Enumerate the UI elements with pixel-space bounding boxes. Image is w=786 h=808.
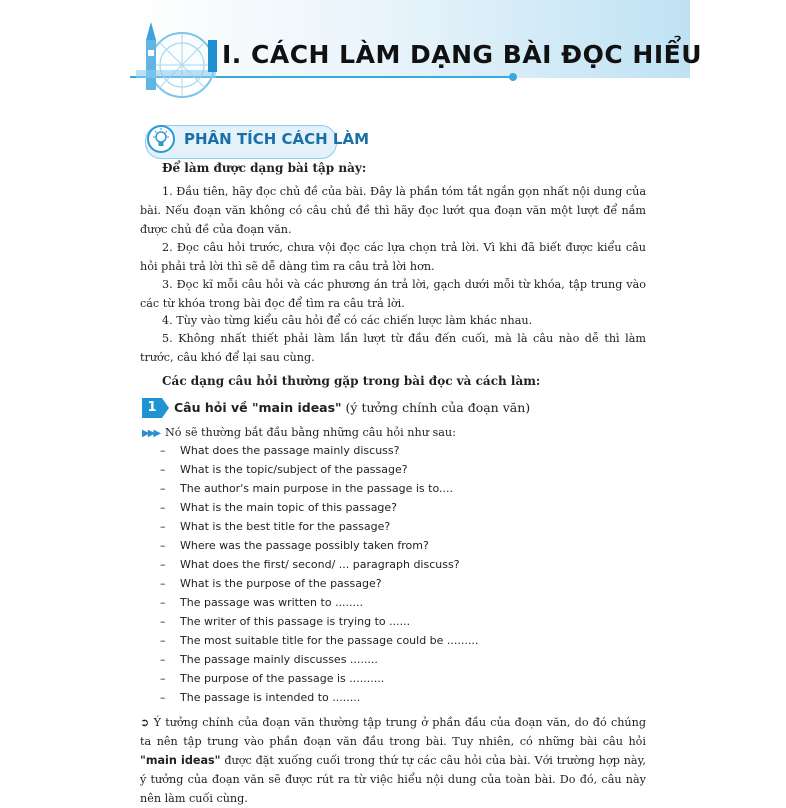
question-type-bold: "main ideas"	[251, 400, 342, 415]
conclusion-part2: được đặt xuống cuối trong thứ tự các câu hỏi của bài. Với trường hợp này, ý tưởng của đoạn văn sẽ được rút ra từ việc hiểu nội dung của toàn bài. Do đó, câu này nên làm cuối cùng.	[140, 754, 646, 805]
dash: –	[160, 577, 166, 590]
header-dot	[509, 73, 517, 81]
dash: –	[160, 558, 166, 571]
section-label: PHÂN TÍCH CÁCH LÀM	[184, 130, 370, 148]
list-item-text: The writer of this passage is trying to ......	[180, 615, 411, 628]
dash: –	[160, 691, 166, 704]
dash: –	[160, 634, 166, 647]
list-item-text: What is the purpose of the passage?	[180, 577, 382, 590]
question-type-number: 1	[142, 398, 162, 418]
dash: –	[160, 501, 166, 514]
step-3: 3. Đọc kĩ mỗi câu hỏi và các phương án trả lời, gạch dưới mỗi từ khóa, tập trung vào các từ khóa trong bài đọc để tìm ra câu trả lời.	[140, 278, 646, 310]
page-title: I. CÁCH LÀM DẠNG BÀI ĐỌC HIỂU	[222, 40, 703, 69]
list-item-text: What is the best title for the passage?	[180, 520, 391, 533]
types-heading: Các dạng câu hỏi thường gặp trong bài đọc và cách làm:	[162, 374, 541, 388]
list-item-text: The passage is intended to ........	[180, 691, 361, 704]
dash: –	[160, 520, 166, 533]
lightbulb-icon	[146, 124, 176, 154]
conclusion-paragraph	[140, 713, 646, 808]
step-2: 2. Đọc câu hỏi trước, chưa vội đọc các lựa chọn trả lời. Vì khi đã biết được kiểu câu hỏi phải trả lời thì sẽ dễ dàng tìm ra câu trả lời hơn.	[140, 241, 646, 273]
dash: –	[160, 672, 166, 685]
conclusion-part1: Ý tưởng chính của đoạn văn thường tập trung ở phần đầu của đoạn văn, do đó chúng ta nên tập trung vào phần đoạn văn đầu trong bài. Tuy nhiên, có những bài câu hỏi	[140, 716, 646, 748]
dash: –	[160, 482, 166, 495]
list-item-text: The most suitable title for the passage could be .........	[180, 634, 479, 647]
step-5: 5. Không nhất thiết phải làm lần lượt từ đầu đến cuối, mà là câu nào dễ thì làm trước, câu khó để lại sau cùng.	[140, 332, 646, 364]
questions-intro: Nó sẽ thường bắt đầu bằng những câu hỏi như sau:	[165, 426, 456, 439]
question-type-prefix: Câu hỏi về	[174, 400, 252, 415]
arrow-right-icon: ➲	[140, 716, 154, 729]
list-item-text: The passage was written to ........	[180, 596, 364, 609]
list-item-text: Where was the passage possibly taken from?	[180, 539, 429, 552]
intro-heading: Để làm được dạng bài tập này:	[162, 161, 367, 175]
list-item-text: The passage mainly discusses ........	[180, 653, 378, 666]
list-item-text: The author's main purpose in the passage is to....	[180, 482, 453, 495]
list-item-text: What is the main topic of this passage?	[180, 501, 398, 514]
dash: –	[160, 615, 166, 628]
dash: –	[160, 653, 166, 666]
step-4: 4. Tùy vào từng kiểu câu hỏi để có các chiến lược làm khác nhau.	[162, 314, 533, 327]
list-item-text: What does the passage mainly discuss?	[180, 444, 400, 457]
list-item-text: The purpose of the passage is ..........	[180, 672, 385, 685]
title-accent-bar	[208, 40, 217, 72]
list-item-text: What is the topic/subject of the passage?	[180, 463, 408, 476]
list-item-text: What does the first/ second/ ... paragraph discuss?	[180, 558, 460, 571]
question-type-suffix: (ý tưởng chính của đoạn văn)	[341, 400, 531, 415]
question-type-title	[174, 400, 530, 415]
conclusion-bold: "main ideas"	[140, 754, 221, 767]
number-arrow-icon	[162, 398, 169, 418]
triple-arrow-icon: ▶▶▶	[142, 428, 160, 439]
dash: –	[160, 463, 166, 476]
dash: –	[160, 539, 166, 552]
dash: –	[160, 444, 166, 457]
dash: –	[160, 596, 166, 609]
step-1: 1. Đầu tiên, hãy đọc chủ đề của bài. Đây là phần tóm tắt ngắn gọn nhất nội dung của bài. Nếu đoạn văn không có câu chủ đề thì hãy đọc lướt qua đoạn văn một lượt để nắm được chủ đề của đoạn văn.	[140, 185, 646, 236]
